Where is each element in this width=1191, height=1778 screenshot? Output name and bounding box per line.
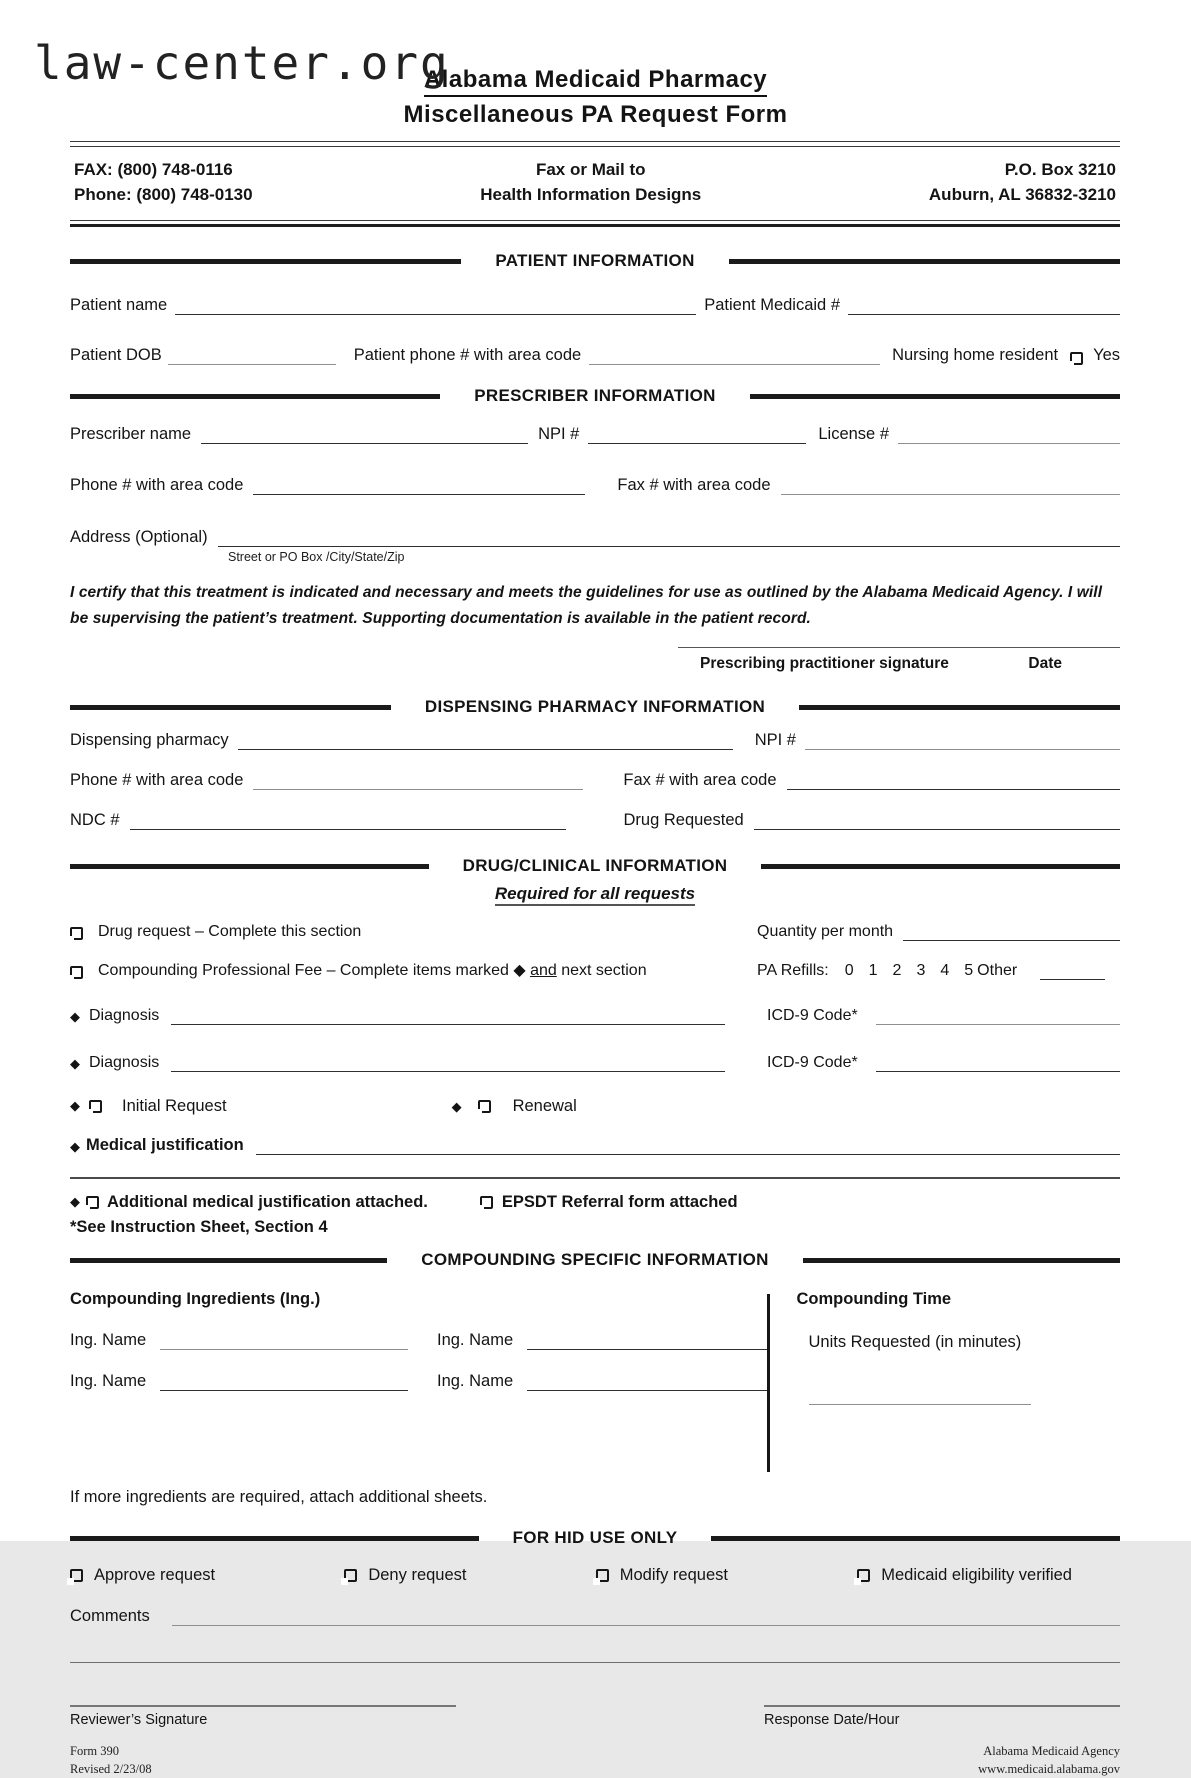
diamond-icon: ◆	[70, 1009, 80, 1025]
pharmacy-phone-label: Phone # with area code	[70, 771, 244, 790]
ing-row-1	[70, 1331, 408, 1350]
signature-block	[70, 647, 1120, 673]
hid-section-header	[70, 1528, 1120, 1548]
diamond-icon: ◆	[70, 1098, 80, 1114]
ndc-row	[70, 811, 1120, 830]
ing-row-2	[437, 1331, 767, 1350]
ing-name-field-4[interactable]	[527, 1374, 767, 1391]
pharmacy-npi-label: NPI #	[754, 731, 796, 750]
section-bar	[799, 705, 1120, 710]
required-subtitle: Required for all requests	[495, 884, 695, 906]
patient-section-header	[70, 251, 1120, 271]
prescriber-address-label: Address (Optional)	[70, 528, 208, 547]
pharmacy-name-field[interactable]	[238, 733, 733, 750]
prescriber-name-row	[70, 425, 1120, 444]
section-bar	[70, 1536, 479, 1541]
section-bar	[711, 1536, 1120, 1541]
pharmacy-section-header	[70, 697, 1120, 717]
and-underlined: and	[530, 962, 557, 980]
compounding-fee-row	[70, 960, 1120, 980]
ing-name-label: Ing. Name	[70, 1372, 147, 1391]
pa-refills-group	[757, 962, 1120, 980]
patient-section-title: PATIENT INFORMATION	[495, 251, 695, 271]
ing-row-4	[437, 1372, 767, 1391]
comments-row	[70, 1607, 1120, 1626]
ing-name-label: Ing. Name	[70, 1331, 147, 1350]
diamond-icon: ◆	[70, 1056, 80, 1072]
header-divider-bottom	[70, 220, 1120, 227]
patient-dob-label: Patient DOB	[70, 346, 162, 365]
more-ingredients-note-row	[70, 1488, 1120, 1507]
compounding-fee-checkbox[interactable]	[70, 966, 83, 979]
agency-name: Alabama Medicaid Agency	[983, 1743, 1120, 1758]
response-date-label: Response Date/Hour	[764, 1711, 900, 1728]
patient-medicaid-field[interactable]	[848, 298, 1120, 315]
ndc-label: NDC #	[70, 811, 120, 830]
pa-refill-option-3[interactable]: 3	[916, 962, 926, 980]
ingredients-grid	[70, 1331, 767, 1391]
comments-field-line2[interactable]	[70, 1662, 1120, 1663]
section-bar	[70, 864, 429, 869]
more-ingredients-note: If more ingredients are required, attach additional sheets.	[70, 1488, 488, 1507]
icd9-1-label: ICD-9 Code*	[767, 1007, 858, 1025]
pa-refill-option-5[interactable]: 5	[964, 962, 974, 980]
diagnosis-1-left	[70, 1007, 757, 1025]
renewal-checkbox[interactable]	[478, 1100, 491, 1113]
drug-clinical-section-header	[70, 856, 1120, 876]
hid-options-row	[70, 1566, 1120, 1585]
agency-website: www.medicaid.alabama.gov	[978, 1762, 1120, 1777]
compounding-time-column	[770, 1290, 1121, 1472]
reviewer-signature-block[interactable]	[70, 1705, 456, 1728]
pa-refill-option-2[interactable]: 2	[892, 962, 902, 980]
phone-number: Phone: (800) 748-0130	[74, 184, 253, 204]
pa-other-field[interactable]	[1040, 963, 1105, 980]
icd9-1-field[interactable]	[876, 1008, 1120, 1025]
fax-number: FAX: (800) 748-0116	[74, 160, 233, 179]
pharmacy-section-title: DISPENSING PHARMACY INFORMATION	[424, 697, 766, 717]
patient-phone-field[interactable]	[589, 348, 880, 365]
nursing-home-label: Nursing home resident	[892, 346, 1059, 365]
prescriber-license-label: License #	[818, 425, 889, 444]
patient-dob-row	[70, 346, 1120, 365]
ing-name-label: Ing. Name	[437, 1372, 514, 1391]
diagnosis-1-field[interactable]	[171, 1008, 725, 1025]
deny-request-label: Deny request	[368, 1566, 467, 1584]
additional-justification-checkbox[interactable]	[86, 1196, 99, 1209]
prescriber-section-title: PRESCRIBER INFORMATION	[474, 386, 716, 406]
pharmacy-fax-label: Fax # with area code	[623, 771, 777, 790]
comments-label: Comments	[70, 1607, 150, 1625]
eligibility-verified-checkbox[interactable]	[857, 1569, 870, 1582]
approve-request-label: Approve request	[94, 1566, 216, 1584]
footer-right	[978, 1742, 1120, 1778]
prescriber-license-field[interactable]	[898, 427, 1120, 444]
prescriber-fax-label: Fax # with area code	[617, 476, 771, 495]
compounding-fee-left	[70, 960, 757, 980]
diagnosis-2-left	[70, 1054, 757, 1072]
section-bar	[70, 394, 440, 399]
mail-to-line1: Fax or Mail to	[535, 160, 646, 179]
required-subtitle-wrap	[70, 884, 1120, 904]
compounding-time-title: Compounding Time	[796, 1290, 952, 1309]
prescriber-phone-row	[70, 476, 1120, 495]
law-center-watermark: law-center.org	[34, 36, 450, 90]
prescriber-npi-field[interactable]	[588, 427, 806, 444]
pharmacy-name-label: Dispensing pharmacy	[70, 731, 229, 750]
pa-refill-option-1[interactable]: 1	[868, 962, 878, 980]
contact-right	[929, 158, 1116, 207]
diagnosis-1-label: Diagnosis	[89, 1007, 160, 1025]
nursing-home-yes-label: Yes	[1093, 346, 1120, 365]
diamond-icon: ◆	[70, 1139, 80, 1155]
prescriber-name-field[interactable]	[201, 427, 528, 444]
nursing-home-yes-checkbox[interactable]	[1070, 352, 1083, 365]
mail-to-line2: Health Information Designs	[480, 184, 702, 204]
units-requested-field[interactable]	[809, 1388, 1031, 1405]
po-box: P.O. Box 3210	[1004, 160, 1116, 179]
deny-request-checkbox[interactable]	[344, 1569, 357, 1582]
patient-name-label: Patient name	[70, 296, 168, 315]
revised-date: Revised 2/23/08	[70, 1762, 152, 1777]
drug-request-row	[70, 923, 1120, 941]
instruction-note: *See Instruction Sheet, Section 4	[70, 1218, 328, 1237]
drug-requested-label: Drug Requested	[623, 811, 744, 830]
ing-name-field-3[interactable]	[160, 1374, 408, 1391]
drug-clinical-section-title: DRUG/CLINICAL INFORMATION	[462, 856, 728, 876]
icd9-group-2	[757, 1054, 1120, 1072]
epsdt-checkbox[interactable]	[480, 1196, 493, 1209]
drug-request-left	[70, 923, 757, 941]
compounding-fee-label: Compounding Professional Fee – Complete items marked ◆ and next section	[98, 962, 647, 980]
footer-left	[70, 1742, 152, 1778]
form-number: Form 390	[70, 1743, 119, 1758]
pharmacy-npi-field[interactable]	[805, 733, 1120, 750]
eligibility-verified-option	[857, 1566, 1072, 1585]
quantity-group	[757, 923, 1120, 941]
units-requested-label: Units Requested (in minutes)	[808, 1333, 1022, 1352]
section-bar	[70, 259, 461, 264]
ing-row-3	[70, 1372, 408, 1391]
prescriber-signature-label: Prescribing practitioner signature	[700, 655, 949, 673]
signature-date-label: Date	[1028, 655, 1062, 673]
diagnosis-row-1	[70, 1007, 1120, 1025]
comments-field-line1[interactable]	[172, 1609, 1120, 1626]
contact-info-row	[70, 147, 1120, 220]
prescriber-npi-label: NPI #	[538, 425, 580, 444]
initial-request-checkbox[interactable]	[89, 1100, 102, 1113]
diagnosis-row-2	[70, 1054, 1120, 1072]
address-hint: Street or PO Box /City/State/Zip	[228, 550, 405, 565]
instruction-note-row	[70, 1218, 1120, 1237]
quantity-label: Quantity per month	[757, 923, 894, 941]
patient-dob-field[interactable]	[168, 348, 336, 365]
initial-request-label: Initial Request	[122, 1097, 227, 1116]
city-state-zip: Auburn, AL 36832-3210	[928, 184, 1116, 204]
justification-divider	[70, 1177, 1120, 1179]
medical-justification-field[interactable]	[256, 1138, 1120, 1155]
compounding-ingredients-title: Compounding Ingredients (Ing.)	[70, 1290, 321, 1309]
approve-request-checkbox[interactable]	[70, 1569, 83, 1582]
patient-name-field[interactable]	[175, 298, 696, 315]
section-bar	[70, 705, 391, 710]
modify-request-option	[596, 1566, 728, 1585]
compounding-ingredients-column	[70, 1290, 767, 1472]
prescriber-address-row	[70, 528, 1120, 547]
patient-medicaid-label: Patient Medicaid #	[704, 296, 840, 315]
ndc-field[interactable]	[130, 813, 566, 830]
form-title-line1: Alabama Medicaid Pharmacy	[424, 66, 767, 97]
pharmacy-name-row	[70, 731, 1120, 750]
diamond-icon: ◆	[451, 1099, 462, 1115]
section-bar	[761, 864, 1120, 869]
contact-center	[480, 158, 701, 207]
compounding-section-header	[70, 1250, 1120, 1270]
footer-meta	[70, 1742, 1120, 1778]
prescriber-signature-line[interactable]	[678, 647, 1120, 673]
response-date-block[interactable]	[764, 1705, 1120, 1728]
ing-name-field-2[interactable]	[527, 1333, 767, 1350]
compounding-body	[70, 1290, 1120, 1472]
hid-section-title: FOR HID USE ONLY	[512, 1528, 678, 1547]
pa-other-label: Other	[977, 962, 1018, 980]
icd9-group-1	[757, 1007, 1120, 1025]
additional-justification-label: Additional medical justification attached.	[107, 1193, 428, 1212]
form-title-line2: Miscellaneous PA Request Form	[403, 101, 788, 128]
section-bar	[750, 394, 1120, 399]
medical-justification-label: Medical justification	[86, 1136, 244, 1155]
certification-text: I certify that this treatment is indicated and necessary and meets the guidelines for use as outlined by the Alabama Medicaid Agency. I will be supervising the patient’s treatment. Supporting documentation is available in the patient record.	[70, 584, 1103, 627]
diagnosis-2-label: Diagnosis	[89, 1054, 160, 1072]
eligibility-verified-label: Medicaid eligibility verified	[881, 1566, 1072, 1584]
prescriber-phone-field[interactable]	[253, 478, 585, 495]
epsdt-label: EPSDT Referral form attached	[501, 1193, 738, 1212]
drug-requested-field[interactable]	[754, 813, 1120, 830]
pa-refill-option-4[interactable]: 4	[940, 962, 950, 980]
icd9-2-label: ICD-9 Code*	[767, 1054, 858, 1072]
renewal-label: Renewal	[512, 1097, 577, 1116]
review-signature-row	[70, 1705, 1120, 1728]
prescriber-address-field[interactable]	[218, 530, 1120, 547]
section-bar	[70, 1258, 387, 1263]
prescriber-section-header	[70, 386, 1120, 406]
contact-left	[74, 158, 253, 207]
medical-justification-row	[70, 1136, 1120, 1155]
icd9-2-field[interactable]	[876, 1055, 1120, 1072]
drug-request-label: Drug request – Complete this section	[98, 923, 362, 941]
attachments-row	[70, 1193, 1120, 1212]
pharmacy-phone-field[interactable]	[253, 773, 583, 790]
diagnosis-2-field[interactable]	[171, 1055, 725, 1072]
prescriber-phone-label: Phone # with area code	[70, 476, 244, 495]
quantity-field[interactable]	[903, 924, 1120, 941]
diamond-icon: ◆	[70, 1194, 80, 1210]
request-type-row	[70, 1097, 1120, 1116]
compounding-section-title: COMPOUNDING SPECIFIC INFORMATION	[421, 1250, 769, 1270]
reviewer-signature-label: Reviewer’s Signature	[70, 1711, 208, 1728]
patient-phone-label: Patient phone # with area code	[353, 346, 582, 365]
approve-request-option	[70, 1566, 215, 1585]
pa-refills-label: PA Refills:	[757, 962, 829, 980]
deny-request-option	[344, 1566, 466, 1585]
prescriber-name-label: Prescriber name	[70, 425, 192, 444]
section-bar	[729, 259, 1120, 264]
modify-request-label: Modify request	[619, 1566, 728, 1584]
ing-name-label: Ing. Name	[437, 1331, 514, 1350]
ing-name-field-1[interactable]	[160, 1333, 408, 1350]
section-bar	[803, 1258, 1120, 1263]
modify-request-checkbox[interactable]	[596, 1569, 609, 1582]
drug-request-checkbox[interactable]	[70, 927, 83, 940]
pharmacy-fax-field[interactable]	[787, 773, 1120, 790]
patient-name-row	[70, 296, 1120, 315]
prescriber-fax-field[interactable]	[781, 478, 1120, 495]
pa-refill-option-0[interactable]: 0	[844, 962, 854, 980]
pharmacy-phone-row	[70, 771, 1120, 790]
